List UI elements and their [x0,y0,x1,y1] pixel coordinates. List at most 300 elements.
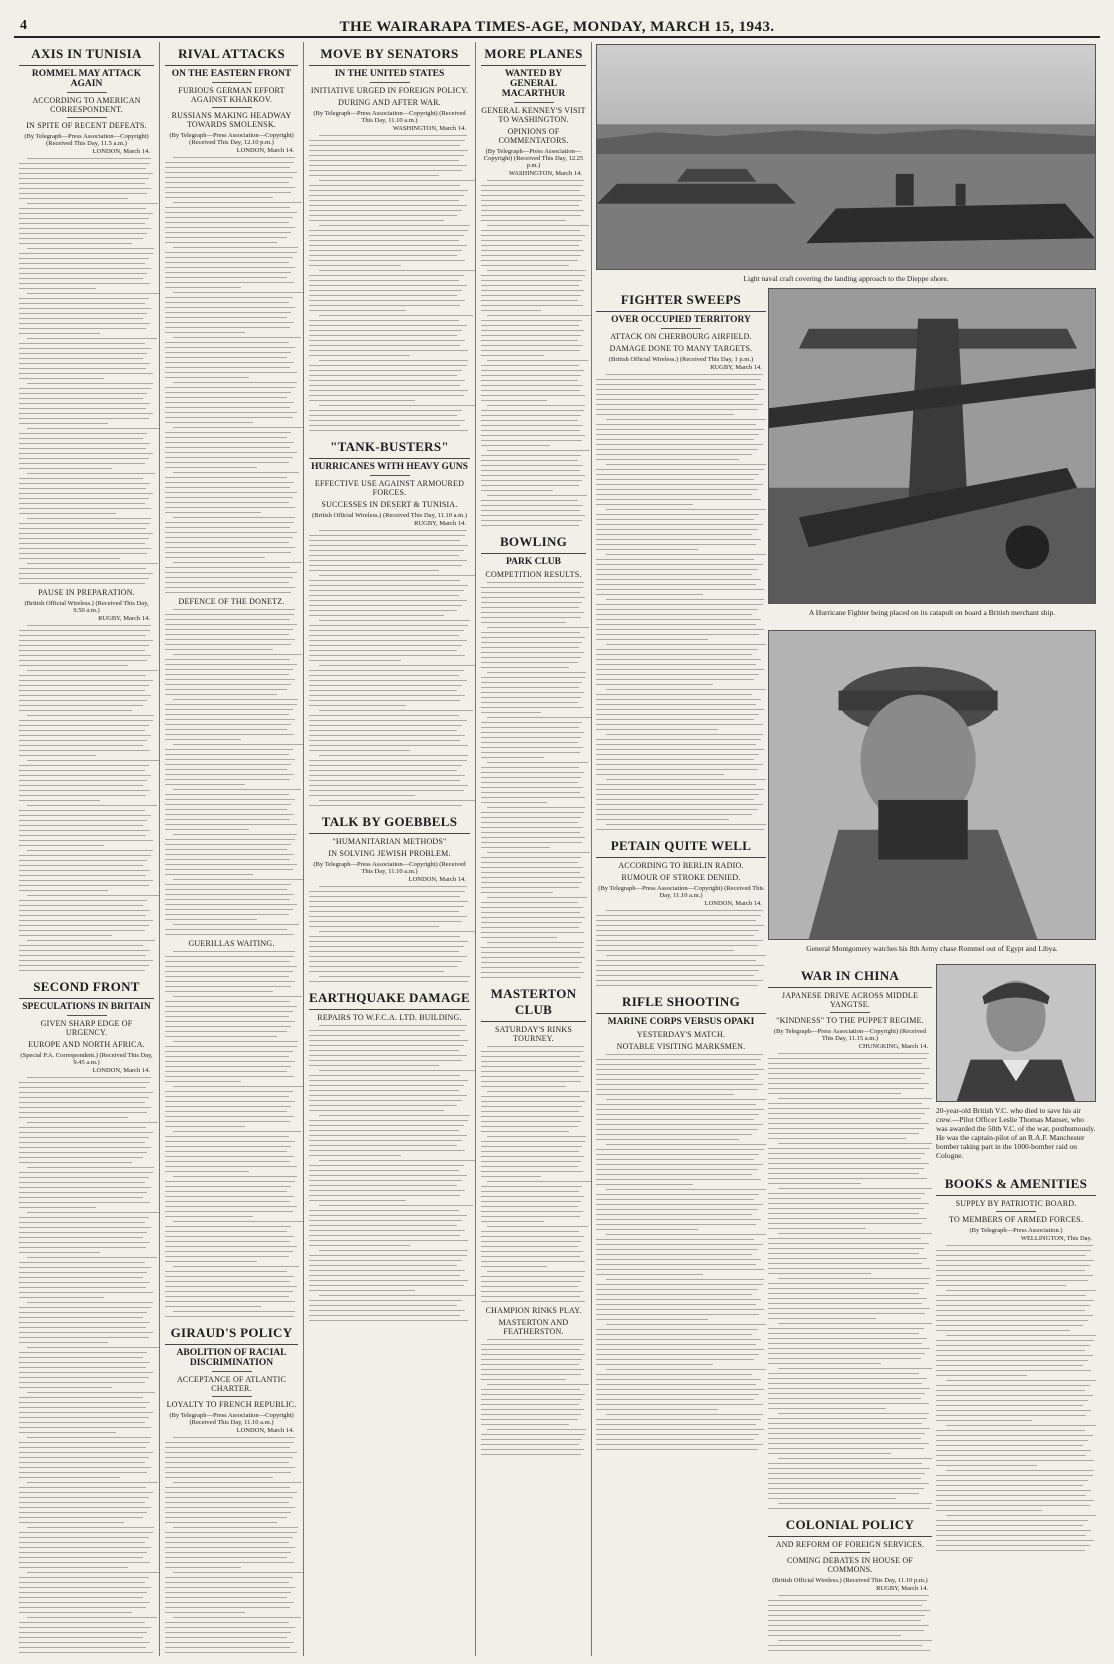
text-line [19,1102,145,1103]
text-line [19,1647,146,1648]
text-line [481,1414,581,1415]
text-line [27,1212,160,1213]
text-line [309,545,468,546]
text-line [165,819,290,820]
text-line [165,1011,293,1012]
text-line [165,1206,297,1207]
text-line [19,458,149,459]
text-line [487,450,590,451]
text-line [481,907,583,908]
text-line [309,1320,468,1321]
text-line [19,343,145,344]
text-line [165,1447,290,1448]
text-line [309,550,464,551]
text-line [27,1122,158,1123]
text-line [596,389,764,390]
column-1 [14,42,160,1656]
text-line [936,1250,1091,1251]
text-line [596,1179,761,1180]
text-line [309,580,460,581]
text-line [19,1152,147,1153]
text-line [19,1232,147,1233]
text-line [19,840,153,841]
text-line [27,1482,158,1483]
text-line [319,270,476,271]
text-line [165,1031,287,1032]
text-line [27,158,151,159]
text-line [165,1256,289,1257]
text-line [173,1176,297,1177]
text-line [165,327,290,328]
subhead: OPINIONS OF COMMENTATORS. [498,127,569,145]
text-line [173,337,301,338]
text-line [778,1368,932,1369]
text-line [596,1264,756,1265]
text-line [309,245,467,246]
text-line [173,562,302,563]
text-line [596,1434,759,1435]
text-line [309,630,464,631]
text-line [606,464,766,465]
text-line [173,996,302,997]
text-line [481,1266,547,1267]
text-line [19,640,153,641]
text-line [165,572,297,573]
text-line [481,325,579,326]
text-line [165,624,297,625]
text-line [596,379,761,380]
text-line [19,945,143,946]
text-line [309,1075,460,1076]
text-line [19,163,150,164]
text-line [165,1001,290,1002]
text-line [165,839,295,840]
text-line [19,1557,143,1558]
text-line [309,1290,415,1291]
text-line [19,960,153,961]
text-line [165,864,297,865]
text-line [481,260,578,261]
text-line [19,1462,145,1463]
text-line [309,1060,462,1061]
text-line [165,262,289,263]
text-line [165,542,289,543]
text-line [596,1379,761,1380]
text-line [19,1177,149,1178]
text-line [481,837,585,838]
text-line [481,320,582,321]
text-line [19,413,153,414]
text-line [596,1079,754,1080]
text-line [481,787,583,788]
text-line [481,757,544,758]
text-line [165,774,294,775]
text-line [596,749,764,750]
text-line [309,325,467,326]
text-line [165,242,277,243]
headline-second-front: SECOND FRONT [19,975,154,999]
text-line [481,1241,581,1242]
text-line [19,213,153,214]
text-line [19,685,149,686]
text-line [27,715,154,716]
subhead: REPAIRS TO W.F.C.A. LTD. BUILDING. [317,1013,462,1022]
text-line [596,594,703,595]
text-line [19,1552,147,1553]
text-line [768,1288,924,1289]
text-line [27,338,157,339]
text-line [768,1298,927,1299]
text-line [309,185,460,186]
text-line [309,660,401,661]
text-line [319,1295,476,1296]
text-line [481,1191,579,1192]
text-line [165,1056,289,1057]
text-line [19,218,149,219]
text-line [309,1200,406,1201]
headline-move-by-senators: MOVE BY SENATORS [309,42,470,66]
text-line [19,1487,146,1488]
text-line [165,1201,290,1202]
text-line [481,1379,566,1380]
text-line [309,1090,459,1091]
text-line [165,172,297,173]
text-line [309,1215,467,1216]
text-line [481,727,579,728]
text-line [596,454,752,455]
text-line [481,1399,582,1400]
text-line [936,1405,1083,1406]
text-line [19,845,104,846]
text-line [481,200,582,201]
text-line [165,824,297,825]
text-line [309,906,464,907]
text-line [19,905,143,906]
text-line [768,1193,925,1194]
text-line [173,1482,302,1483]
text-line [19,745,143,746]
text-line [481,1196,584,1197]
text-line [165,1642,294,1643]
text-line [19,1107,151,1108]
text-line [936,1295,1086,1296]
place-date: LONDON, March 14. [92,1067,150,1074]
text-line [319,755,469,756]
text-line [19,448,146,449]
text-line [165,297,293,298]
text-line [936,1370,1091,1371]
text-line [309,1030,465,1031]
text-line [309,1305,457,1306]
text-line [596,549,698,550]
text-line [596,965,764,966]
text-line [768,1168,924,1169]
text-line [596,624,756,625]
text-line [319,1070,475,1071]
text-line [27,805,157,806]
text-line [173,1266,299,1267]
text-line [165,904,297,905]
text-line [309,685,462,686]
text-line [19,1507,151,1508]
text-line [487,1339,584,1340]
body-text [596,374,766,830]
text-line [165,1622,289,1623]
text-line [768,1620,921,1621]
body-text [19,625,154,971]
text-line [165,1046,297,1047]
text-line [19,920,153,921]
text-line [165,1462,289,1463]
text-line [319,360,469,361]
text-line [778,1595,929,1596]
text-line [19,800,100,801]
text-line [936,1260,1094,1261]
text-line [165,1552,291,1553]
text-line [768,1388,930,1389]
text-line [165,976,289,977]
text-line [481,1071,579,1072]
text-line [596,1184,693,1185]
text-line [606,1189,766,1190]
text-line [19,755,96,756]
text-line [596,694,752,695]
text-line [481,1251,583,1252]
text-line [481,1296,580,1297]
text-line [309,370,462,371]
text-line [19,443,150,444]
body-text [936,1245,1096,1551]
text-line [487,762,588,763]
text-line [165,729,287,730]
text-line [606,374,762,375]
text-line [319,225,470,226]
text-line [309,790,464,791]
text-line [936,1340,1094,1341]
text-line [606,1279,764,1280]
text-line [481,245,579,246]
text-line [165,417,293,418]
text-line [596,649,758,650]
text-line [165,1231,287,1232]
text-line [19,548,151,549]
text-line [936,1455,1086,1456]
dateline: (British Official Wireless.) (Received This Day, 1 p.m.) [608,356,754,363]
text-line [487,852,590,853]
text-line [481,390,580,391]
text-line [165,1316,294,1317]
text-line [768,1153,925,1154]
text-line [19,770,145,771]
text-line [596,669,764,670]
text-line [309,705,406,706]
text-line [27,1437,151,1438]
text-line [19,503,145,504]
text-line [309,215,457,216]
text-line [487,270,586,271]
text-line [19,1382,145,1383]
text-line [481,220,566,221]
text-line [19,1097,149,1098]
text-line [481,642,582,643]
text-line [165,332,245,333]
text-line [596,544,756,545]
text-line [309,355,410,356]
text-line [27,1392,155,1393]
text-line [596,474,759,475]
text-line [27,760,160,761]
text-line [309,1135,467,1136]
text-line [165,307,295,308]
text-line [481,380,578,381]
text-line [481,275,585,276]
text-line [481,455,581,456]
text-line [936,1420,1032,1421]
text-line [309,725,462,726]
text-line [19,223,145,224]
text-line [768,1605,922,1606]
text-line [19,1582,145,1583]
text-line [596,1334,752,1335]
text-line [19,915,146,916]
text-line [19,1517,143,1518]
text-line [481,737,581,738]
text-line [936,1385,1090,1386]
text-line [596,1119,754,1120]
text-line [319,886,467,887]
text-line [768,1128,924,1129]
text-line [165,739,241,740]
text-line [165,1497,293,1498]
text-line [19,1112,147,1113]
subhead: NOTABLE VISITING MARKSMEN. [616,1042,746,1051]
text-line [596,1089,758,1090]
text-line [165,1577,293,1578]
text-line [481,957,585,958]
text-line [309,640,467,641]
text-line [309,1190,465,1191]
text-line [596,539,761,540]
text-line [309,740,460,741]
subhead: HURRICANES WITH HEAVY GUNS [311,462,468,472]
text-line [596,449,758,450]
text-line [596,794,759,795]
text-line [319,976,470,977]
text-line [481,295,581,296]
text-line [606,1144,766,1145]
text-line [19,655,151,656]
text-line [309,350,468,351]
text-line [165,769,287,770]
text-line [946,1515,1096,1516]
text-line [596,704,756,705]
text-line [596,1409,718,1410]
place-date: RUGBY, March 14. [710,364,762,371]
text-line [487,1384,589,1385]
text-line [165,909,293,910]
text-line [165,1136,289,1137]
headline-fighter-sweeps: FIGHTER SWEEPS [596,288,766,312]
text-line [481,912,580,913]
text-line [768,1463,922,1464]
text-line [165,527,290,528]
text-line [19,1277,143,1278]
text-line [596,514,759,515]
text-line [19,1297,104,1298]
text-line [481,667,569,668]
text-line [946,1245,1093,1246]
text-line [19,1497,149,1498]
text-line [309,901,468,902]
text-line [165,1517,287,1518]
text-line [19,1402,150,1403]
text-line [768,1113,925,1114]
text-line [596,1429,764,1430]
text-line [27,940,155,941]
text-line [768,1273,871,1274]
text-line [165,1647,290,1648]
text-line [481,1056,580,1057]
text-line [165,934,294,935]
text-line [165,287,241,288]
text-line [19,1472,147,1473]
text-line [19,1632,147,1633]
text-line [481,335,581,336]
subhead: EUROPE AND NORTH AFRICA. [28,1040,145,1049]
text-line [596,394,759,395]
text-line [309,730,457,731]
text-line [19,173,153,174]
text-line [606,955,766,956]
text-line [165,257,293,258]
text-line [309,1315,460,1316]
text-line [19,408,146,409]
text-line [596,409,758,410]
text-line [165,222,289,223]
text-line [165,874,253,875]
subhead: RUMOUR OF STROKE DENIED. [621,873,741,882]
subhead: CHAMPION RINKS PLAY. [485,1306,582,1315]
subhead: AND REFORM OF FOREIGN SERVICES. [775,1540,925,1549]
text-line [936,1410,1091,1411]
text-line [19,253,153,254]
text-line [19,1242,150,1243]
text-line [768,1173,919,1174]
text-line [309,230,468,231]
text-line [19,815,151,816]
text-line [487,1271,585,1272]
subhead: OVER OCCUPIED TERRITORY [611,315,751,325]
text-line [309,1155,401,1156]
text-line [768,1218,927,1219]
text-line [165,779,290,780]
text-line [309,430,468,431]
text-line [596,1104,756,1105]
text-line [309,170,462,171]
text-line [165,397,287,398]
text-line [27,1167,154,1168]
text-line [768,1508,930,1509]
text-line [19,775,151,776]
text-line [165,392,291,393]
text-line [596,664,756,665]
text-line [481,902,578,903]
text-line [481,917,585,918]
text-line [596,1094,734,1095]
text-line [309,600,467,601]
text-line [309,615,444,616]
text-line [165,1286,297,1287]
